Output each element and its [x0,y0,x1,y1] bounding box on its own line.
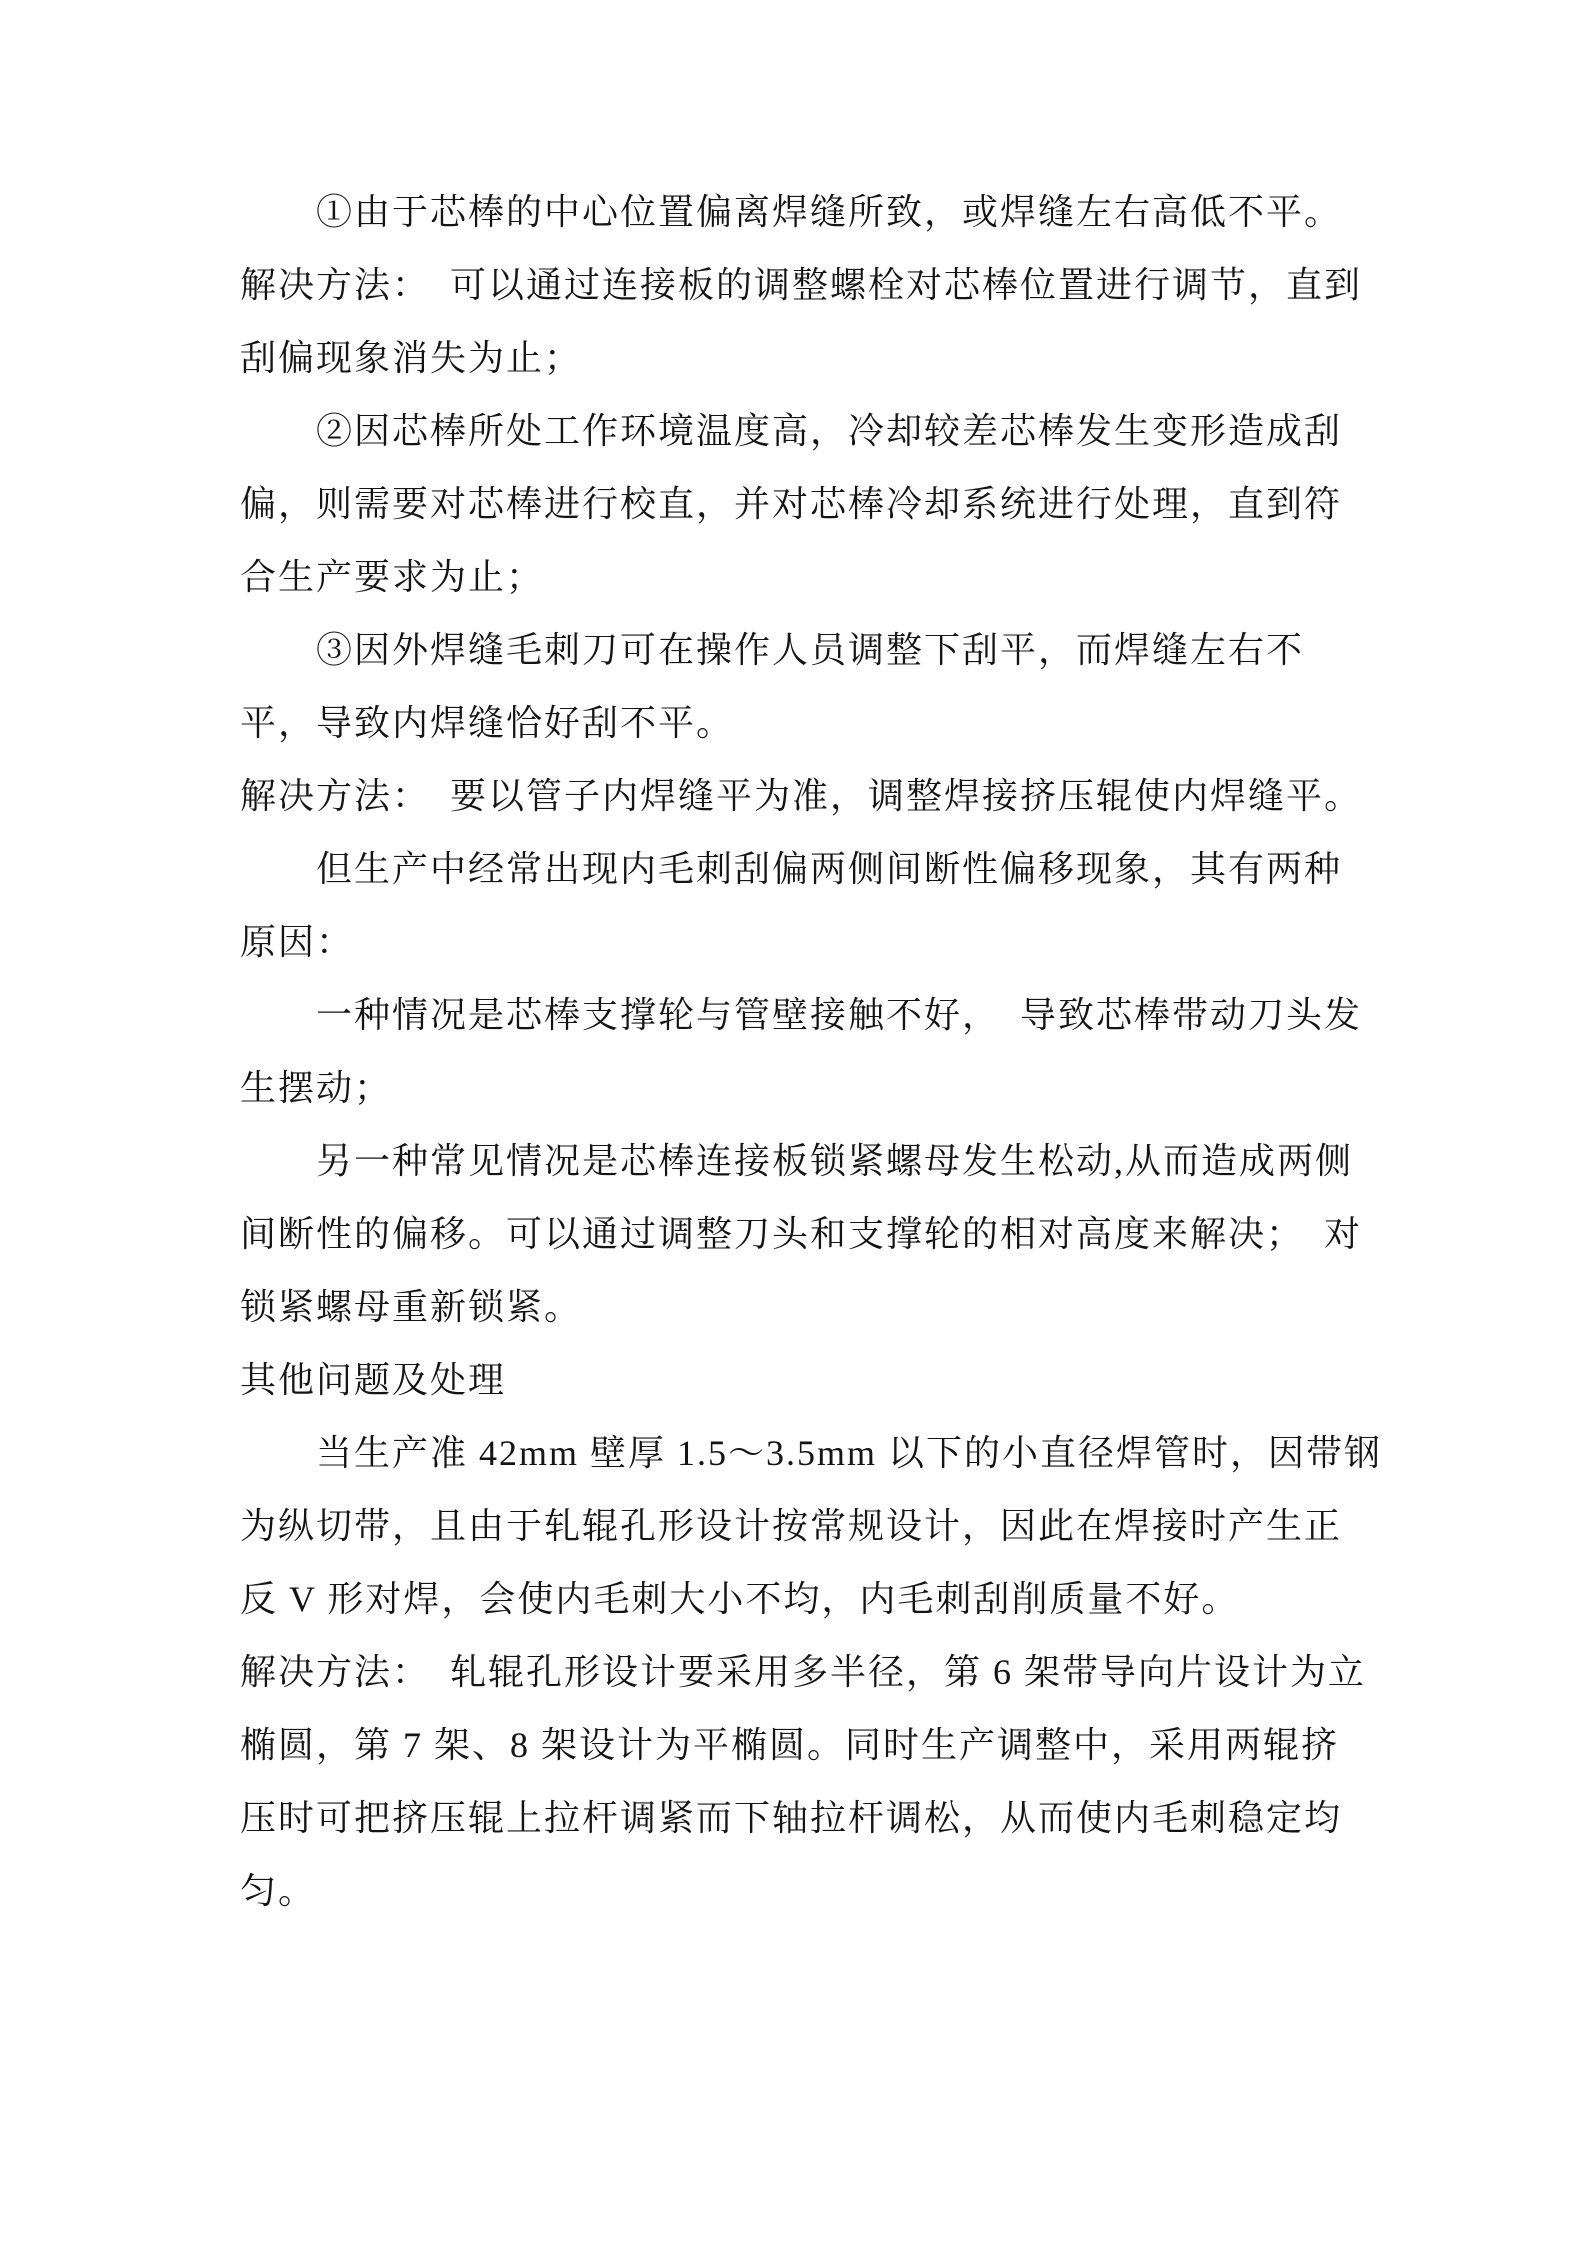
text-line: 另一种常见情况是芯棒连接板锁紧螺母发生松动,从而造成两侧 [316,1141,1354,1181]
text-line: 合生产要求为止； [240,557,545,597]
text-line: 解决方法： 轧辊孔形设计要采用多半径，第 6 架带导向片设计为立 [240,1652,1367,1692]
text-line: 但生产中经常出现内毛刺刮偏两侧间断性偏移现象，其有两种 [316,849,1343,889]
text-line: 偏，则需要对芯棒进行校直，并对芯棒冷却系统进行处理，直到符 [240,484,1343,524]
text-line: 椭圆，第 7 架、8 架设计为平椭圆。同时生产调整中，采用两辊挤 [240,1725,1340,1765]
text-line: 解决方法： 要以管子内焊缝平为准，调整焊接挤压辊使内焊缝平。 [240,776,1363,816]
text-line: ①由于芯棒的中心位置偏离焊缝所致，或焊缝左右高低不平。 [316,192,1343,232]
text-line: 生摆动； [240,1068,393,1108]
text-line: 一种情况是芯棒支撑轮与管壁接触不好， 导致芯棒带动刀头发 [316,995,1363,1035]
text-line: 锁紧螺母重新锁紧。 [240,1287,583,1327]
text-line: 压时可把挤压辊上拉杆调紧而下轴拉杆调松，从而使内毛刺稳定均 [240,1798,1343,1838]
text-line: ②因芯棒所处工作环境温度高，冷却较差芯棒发生变形造成刮 [316,411,1343,451]
text-line: 平，导致内焊缝恰好刮不平。 [240,703,735,743]
document-body [240,176,1383,1928]
section-heading: 其他问题及处理 [240,1360,507,1400]
text-line: 解决方法： 可以通过连接板的调整螺栓对芯棒位置进行调节，直到 [240,265,1363,305]
text-line: 刮偏现象消失为止； [240,338,583,378]
text-line: 间断性的偏移。可以通过调整刀头和支撑轮的相对高度来解决； 对 [240,1214,1363,1254]
text-line: 为纵切带，且由于轧辊孔形设计按常规设计，因此在焊接时产生正 [240,1506,1343,1546]
text-line: 匀。 [240,1871,317,1911]
text-line: 当生产准 42mm 壁厚 1.5～3.5mm 以下的小直径焊管时，因带钢 [316,1433,1383,1473]
text-line: ③因外焊缝毛刺刀可在操作人员调整下刮平，而焊缝左右不 [316,630,1305,670]
text-line: 原因： [240,922,355,962]
text-line: 反 V 形对焊，会使内毛刺大小不均，内毛刺刮削质量不好。 [240,1579,1240,1619]
